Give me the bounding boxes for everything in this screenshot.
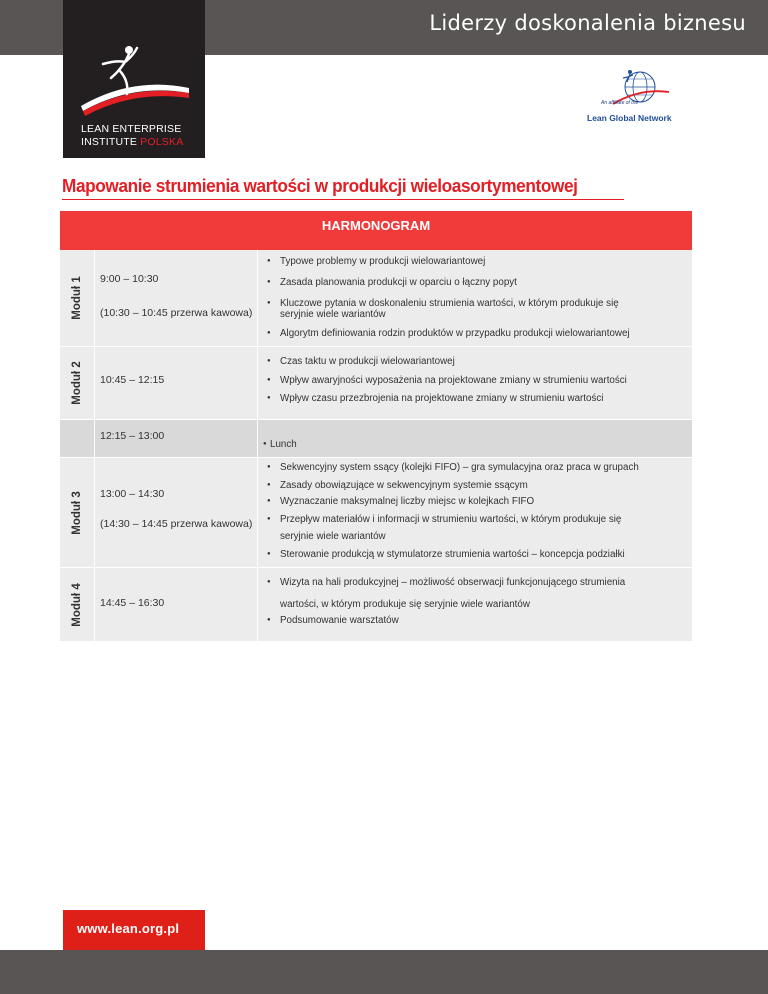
time-cell xyxy=(95,568,258,641)
module-label-cell xyxy=(60,347,95,419)
schedule-header: HARMONOGRAM xyxy=(60,211,692,250)
banner-tagline: Liderzy doskonalenia biznesu xyxy=(429,11,746,35)
coffee-break: (10:30 – 10:45 przerwa kawowa) xyxy=(100,307,253,319)
logo-line-1: LEAN ENTERPRISE xyxy=(81,123,182,135)
runner-logo-icon xyxy=(73,38,195,118)
bottom-bar xyxy=(0,950,768,994)
module-label: Moduł 4 xyxy=(71,582,83,627)
time-range: 13:00 – 14:30 xyxy=(100,488,165,500)
schedule-row-lunch xyxy=(60,420,692,458)
topics-cell: Wizyta na hali produkcyjnej – możliwość obserwacji funkcjonującego strumienia wartości, w którym produkuje się seryjnie wiele wariantów Podsumowanie warsztatów xyxy=(258,568,692,641)
topics-cell: Typowe problemy w produkcji wielowariantowej Zasada planowania produkcji w oparciu o łączny popyt Kluczowe pytania w doskonaleniu strumienia wartości, w którym produkuje się seryjnie wiele wariantów Algorytm definiowania rodzin produktów w przypadku produkcji wielowariantowej xyxy=(258,250,692,346)
module-label-cell xyxy=(60,420,95,457)
schedule-row-module-1 xyxy=(60,250,692,347)
affiliate-name: Lean Global Network xyxy=(587,113,672,123)
logo-wordmark xyxy=(81,123,183,149)
coffee-break: (14:30 – 14:45 przerwa kawowa) xyxy=(100,518,253,530)
globe-icon xyxy=(583,66,695,106)
schedule-row-module-3 xyxy=(60,458,692,568)
page-title: Mapowanie strumienia wartości w produkcji wieloasortymentowej xyxy=(62,175,578,196)
lean-global-network-logo xyxy=(583,66,695,128)
time-cell xyxy=(95,420,258,457)
module-label: Moduł 3 xyxy=(71,490,83,535)
module-label-cell xyxy=(60,250,95,346)
time-range: 10:45 – 12:15 xyxy=(100,374,165,386)
logo-line-2-white: INSTITUTE xyxy=(81,136,141,148)
time-cell xyxy=(95,458,258,567)
website-link[interactable]: www.lean.org.pl xyxy=(63,910,205,950)
topics-cell: Lunch xyxy=(258,420,692,457)
time-cell xyxy=(95,347,258,419)
affiliate-note: An affiliate of the xyxy=(601,100,639,106)
module-label-cell xyxy=(60,568,95,641)
topics-cell: Czas taktu w produkcji wielowariantowej Wpływ awaryjności wyposażenia na projektowane zmiany w strumieniu wartości Wpływ czasu przezbrojenia na projektowane zmiany w strumieniu wartości xyxy=(258,347,692,419)
title-underline xyxy=(62,199,624,200)
module-label-cell xyxy=(60,458,95,567)
module-label: Moduł 2 xyxy=(71,361,83,405)
schedule-row-module-2 xyxy=(60,347,692,420)
topic-item-continuation: seryjnie wiele wariantów xyxy=(280,309,386,320)
logo-line-2-red: POLSKA xyxy=(140,136,184,148)
topics-cell: Sekwencyjny system ssący (kolejki FIFO) – gra symulacyjna oraz praca w grupach Zasady obowiązujące w sekwencyjnym systemie ssącym Wyznaczanie maksymalnej liczby miejsc w kolejkach FIFO Przepływ materiałów i informacji w strumieniu wartości, w którym produkuje się seryjnie wiele wariantów Sterowanie produkcją w stymulatorze strumienia wartości – koncepcja podziałki xyxy=(258,458,692,567)
time-range: 14:45 – 16:30 xyxy=(100,597,165,609)
schedule-row-module-4 xyxy=(60,568,692,642)
topic-item-continuation: seryjnie wiele wariantów xyxy=(280,531,386,542)
time-cell xyxy=(95,250,258,346)
module-label: Moduł 1 xyxy=(71,276,83,320)
time-range: 12:15 – 13:00 xyxy=(100,430,165,442)
lean-enterprise-institute-logo xyxy=(63,0,205,158)
logo-line-2 xyxy=(81,136,183,149)
topic-item-continuation: wartości, w którym produkuje się seryjnie wiele wariantów xyxy=(280,599,530,610)
time-range: 9:00 – 10:30 xyxy=(100,273,159,285)
